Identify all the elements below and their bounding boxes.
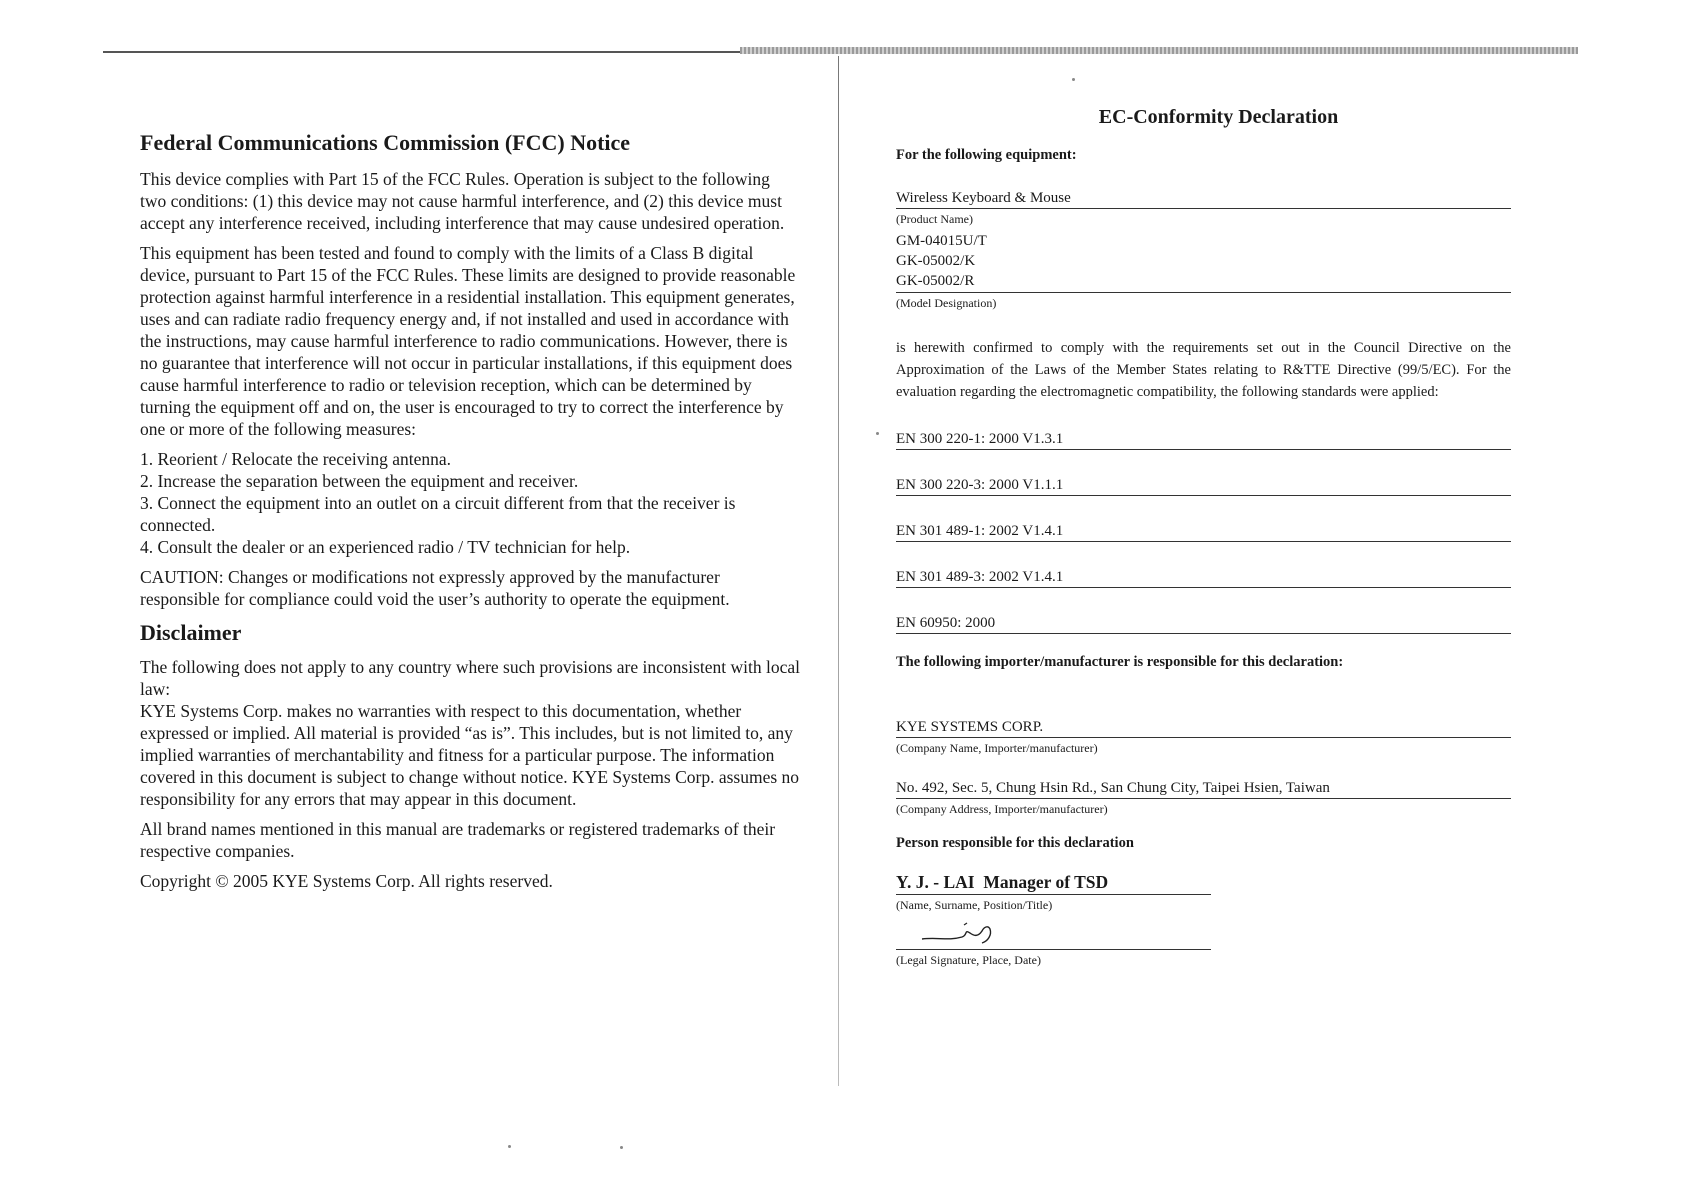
caution-paragraph: CAUTION: Changes or modifications not expressly approved by the manufacturer responsible for compliance could void the user’s authority to operate the equipment. <box>140 567 730 609</box>
company-name-caption: (Company Name, Importer/manufacturer) <box>896 741 1098 755</box>
company-address-caption: (Company Address, Importer/manufacturer) <box>896 802 1108 816</box>
right-page <box>896 100 1511 968</box>
handwritten-signature-icon <box>918 917 1008 949</box>
scan-speck <box>876 432 879 435</box>
model-designation-list <box>896 231 1511 293</box>
company-name-value: KYE SYSTEMS CORP. <box>896 719 1511 738</box>
model-number: GK-05002/R <box>896 271 1511 293</box>
signature-block <box>896 872 1211 968</box>
signature-line <box>896 917 1211 950</box>
trademarks-paragraph: All brand names mentioned in this manual are trademarks or registered trademarks of their respective companies. <box>140 819 776 861</box>
legal-signature-caption: (Legal Signature, Place, Date) <box>896 953 1041 967</box>
fcc-notice-title: Federal Communications Commission (FCC) Notice <box>140 130 631 155</box>
measure-item: 4. Consult the dealer or an experienced radio / TV technician for help. <box>140 537 631 557</box>
measure-item: 2. Increase the separation between the equipment and receiver. <box>140 471 579 491</box>
responsible-party-heading: The following importer/manufacturer is responsible for this declaration: <box>896 654 1344 670</box>
disclaimer-title: Disclaimer <box>140 620 242 645</box>
measure-item: 1. Reorient / Relocate the receiving antenna. <box>140 449 451 469</box>
for-equipment-label: For the following equipment: <box>896 147 1077 163</box>
disclaimer-warranty: KYE Systems Corp. makes no warranties with respect to this documentation, whether expressed or implied. All material is provided “as is”. This includes, but is not limited to, any implied warranties of merchantability and fitness for a particular purpose. The information covered in this document is subject to change without notice. KYE Systems Corp. assumes no responsibility for any errors that may appear in this document. <box>140 701 800 809</box>
standards-list <box>896 431 1511 634</box>
scan-speck <box>1072 78 1075 81</box>
standard-item: EN 301 489-3: 2002 V1.4.1 <box>896 569 1511 588</box>
disclaimer-scope: The following does not apply to any country where such provisions are inconsistent with local law: <box>140 657 801 699</box>
standard-item: EN 300 220-3: 2000 V1.1.1 <box>896 477 1511 496</box>
standard-item: EN 60950: 2000 <box>896 615 1511 634</box>
left-page <box>140 130 800 900</box>
company-address-value: No. 492, Sec. 5, Chung Hsin Rd., San Chung City, Taipei Hsien, Taiwan <box>896 780 1511 799</box>
standard-item: EN 300 220-1: 2000 V1.3.1 <box>896 431 1511 450</box>
page-fold-line <box>838 56 839 1086</box>
measures-list <box>140 448 800 558</box>
signer-name: Y. J. - LAI Manager of TSD <box>896 872 1211 895</box>
model-number: GK-05002/K <box>896 253 976 269</box>
product-name-value: Wireless Keyboard & Mouse <box>896 190 1511 209</box>
fcc-paragraph-1: This device complies with Part 15 of the FCC Rules. Operation is subject to the following two conditions: (1) this device may not cause harmful interference, and (2) this device must accept any interference received, including interference that may cause undesired operation. <box>140 169 785 233</box>
top-rule-left <box>103 51 753 53</box>
scan-speck <box>508 1145 511 1148</box>
standard-item: EN 301 489-1: 2002 V1.4.1 <box>896 523 1511 542</box>
measure-item: 3. Connect the equipment into an outlet on a circuit different from that the receiver is connected. <box>140 493 736 535</box>
disclaimer-paragraph <box>140 656 800 810</box>
fcc-paragraph-2: This equipment has been tested and found to comply with the limits of a Class B digital device, pursuant to Part 15 of the FCC Rules. These limits are designed to provide reasonable protection against harmful interference in a residential installation. This equipment generates, uses and can radiate radio frequency energy and, if not installed and used in accordance with the instructions, may cause harmful interference to radio communications. However, there is no guarantee that interference will not occur in particular installations, if this equipment does cause harmful interference to radio or television reception, which can be determined by turning the equipment off and on, the user is encouraged to try to correct the interference by one or more of the following measures: <box>140 243 796 439</box>
signer-caption: (Name, Surname, Position/Title) <box>896 898 1053 912</box>
ec-conformity-title: EC-Conformity Declaration <box>1098 106 1339 128</box>
model-designation-caption: (Model Designation) <box>896 296 997 310</box>
scan-speck <box>620 1146 623 1149</box>
model-number: GM-04015U/T <box>896 233 987 249</box>
person-responsible-heading: Person responsible for this declaration <box>896 835 1134 851</box>
conformity-statement: is herewith confirmed to comply with the requirements set out in the Council Directive on the Approximation of the Laws of the Member States relating to R&TTE Directive (99/5/EC). For the evaluation regarding the electromagnetic compatibility, the following standards were applied: <box>896 340 1511 400</box>
copyright-line: Copyright © 2005 KYE Systems Corp. All rights reserved. <box>140 871 553 891</box>
top-rule-right <box>740 47 1578 54</box>
product-name-caption: (Product Name) <box>896 212 973 226</box>
